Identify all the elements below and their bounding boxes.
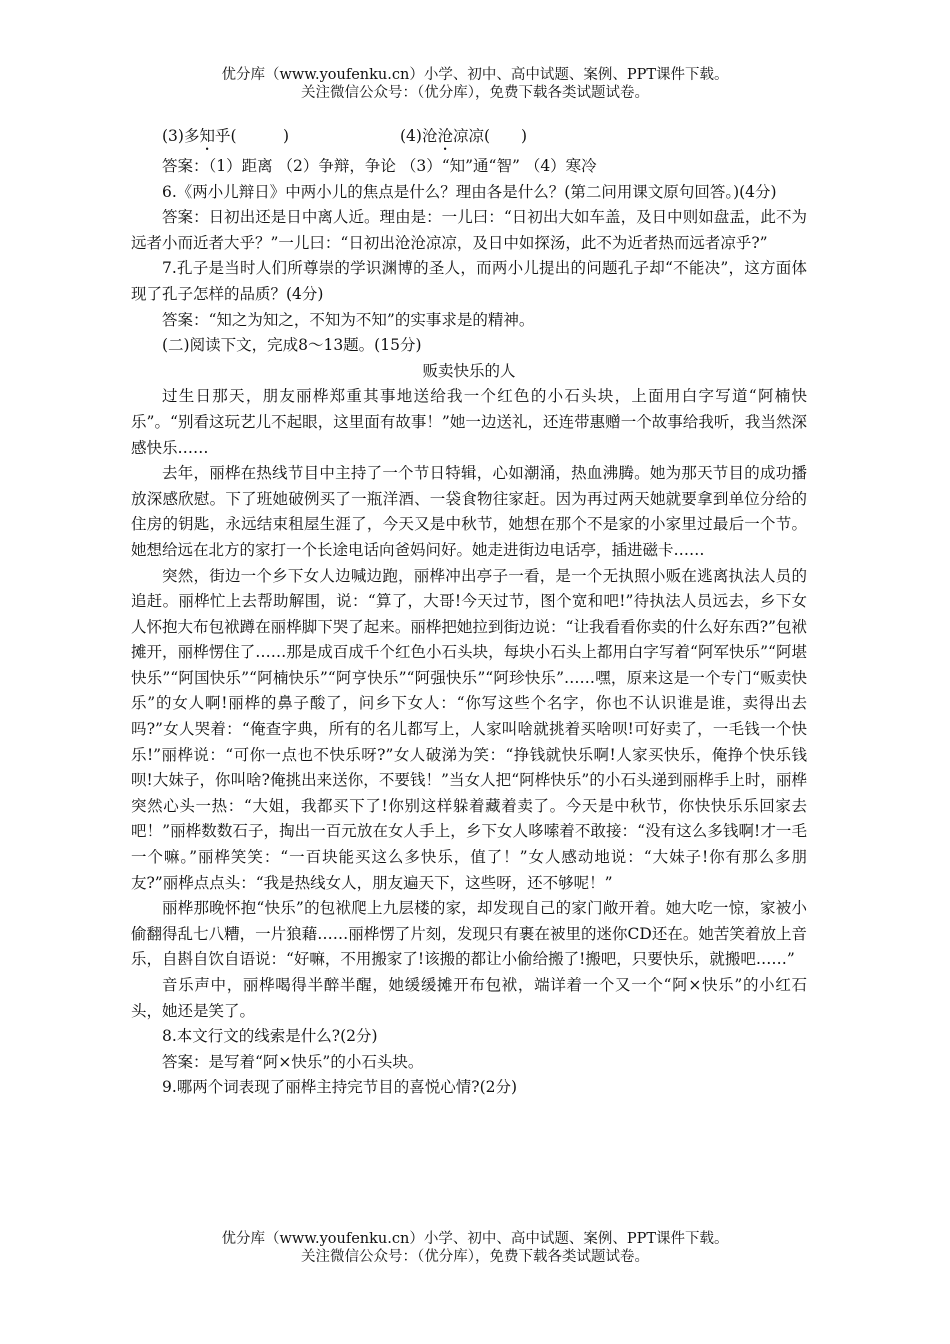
answer-7: 答案：“知之为知之，不知为不知”的实事求是的精神。 <box>162 310 535 329</box>
question-5-items-row <box>131 124 807 154</box>
question-9: 9.哪两个词表现了丽桦主持完节目的喜悦心情?(2分) <box>162 1078 518 1097</box>
article-paragraph-5: 音乐声中，丽桦喝得半醉半醒，她缓缓摊开布包袱，端详着一个又一个“阿×快乐”的小红石头，她还是笑了。 <box>131 976 807 1020</box>
question-5-item-4: (4)沧沧凉凉( ) <box>400 127 528 145</box>
article-paragraph-1: 过生日那天，朋友丽桦郑重其事地送给我一个红色的小石头块，上面用白字写道“阿楠快乐”。“别看这玩艺儿不起眼，这里面有故事！”她一边送礼，还连带惠赠一个故事给我听，我当然深感快乐…… <box>131 387 807 457</box>
page-header <box>0 66 950 102</box>
answer-8: 答案：是写着“阿×快乐”的小石头块。 <box>162 1052 424 1071</box>
question-8: 8.本文行文的线索是什么?(2分) <box>162 1027 378 1046</box>
question-5-item-3: (3)多知乎( ) <box>162 127 290 145</box>
page-footer <box>0 1230 950 1266</box>
section-2-heading: (二)阅读下文，完成8～13题。(15分) <box>162 336 422 355</box>
header-line-1: 优分库（www.youfenku.cn）小学、初中、高中试题、案例、PPT课件下载。 <box>221 67 729 83</box>
footer-line-1: 优分库（www.youfenku.cn）小学、初中、高中试题、案例、PPT课件下载。 <box>221 1231 729 1247</box>
article-title: 贩卖快乐的人 <box>422 361 516 380</box>
question-7: 7.孔子是当时人们所尊崇的学识渊博的圣人，而两小儿提出的问题孔子却“不能决”，这方面体现了孔子怎样的品质？(4分) <box>131 259 807 303</box>
document-body <box>131 124 807 1101</box>
article-paragraph-2: 去年，丽桦在热线节目中主持了一个节日特辑，心如潮涌，热血沸腾。她为那天节目的成功播放深感欣慰。下了班她破例买了一瓶洋酒、一袋食物往家赶。因为再过两天她就要拿到单位分给的住房的钥匙，永远结束租屋生涯了，今天又是中秋节，她想在那个不是家的小家里过最后一个节。她想给远在北方的家打一个长途电话向爸妈问好。她走进街边电话亭，插进磁卡…… <box>131 464 807 559</box>
question-6: 6.《两小儿辩日》中两小儿的焦点是什么？理由各是什么？(第二问用课文原句回答。)(4分) <box>162 182 777 201</box>
answer-5: 答案：（1）距离 （2）争辩，争论 （3）“知”通“智” （4）寒冷 <box>162 157 597 175</box>
answer-6: 答案：日初出还是日中离人近。理由是：一儿曰：“日初出大如车盖，及日中则如盘盂，此不为远者小而近者大乎？”一儿曰：“日初出沧沧凉凉，及日中如探汤，此不为近者热而远者凉乎?” <box>131 208 807 252</box>
article-paragraph-4: 丽桦那晚怀抱“快乐”的包袱爬上九层楼的家，却发现自己的家门敞开着。她大吃一惊，家被小偷翻得乱七八糟，一片狼藉……丽桦愣了片刻，发现只有裹在被里的迷你CD还在。她苦笑着放上音乐，自斟自饮自语说：“好嘛，不用搬家了!该搬的都让小偷给搬了!搬吧，只要快乐，就搬吧……” <box>131 899 807 969</box>
footer-line-2: 关注微信公众号：（优分库），免费下载各类试题试卷。 <box>301 1249 649 1265</box>
header-line-2: 关注微信公众号：（优分库），免费下载各类试题试卷。 <box>301 85 649 101</box>
article-paragraph-3: 突然，街边一个乡下女人边喊边跑，丽桦冲出亭子一看，是一个无执照小贩在逃离执法人员的追赶。丽桦忙上去帮助解围，说：“算了，大哥!今天过节，图个宽和吧!”待执法人员远去，乡下女人怀抱大布包袱蹲在丽桦脚下哭了起来。丽桦把她拉到街边说：“让我看看你卖的什么好东西?”包袱摊开，丽桦愣住了……那是成百成千个红色小石头块，每块小石头上都用白字写着“阿军快乐”“阿堪快乐”“阿国快乐”“阿楠快乐”“阿亨快乐”“阿强快乐”“阿珍快乐”……嘿，原来这是一个专门“贩卖快乐”的女人啊!丽桦的鼻子酸了，问乡下女人：“你写这些个名字，你也不认识谁是谁，卖得出去吗?”女人哭着：“俺查字典，所有的名儿都写上，人家叫啥就挑着买啥呗!可好卖了，一毛钱一个快乐!”丽桦说：“可你一点也不快乐呀?”女人破涕为笑：“挣钱就快乐啊!人家买快乐，俺挣个快乐钱呗!大妹子，你叫啥?俺挑出来送你，不要钱！”当女人把“阿桦快乐”的小石头递到丽桦手上时，丽桦突然心头一热：“大姐，我都买下了!你别这样躲着藏着卖了。今天是中秋节，你快快乐乐回家去吧！”丽桦数数石子，掏出一百元放在女人手上，乡下女人哆嗦着不敢接：“没有这么多钱啊!才一毛一个嘛。”丽桦笑笑：“一百块能买这么多快乐，值了！”女人感动地说：“大妹子!你有那么多朋友?”丽桦点点头：“我是热线女人，朋友遍天下，这些呀，还不够呢！” <box>131 566 807 892</box>
